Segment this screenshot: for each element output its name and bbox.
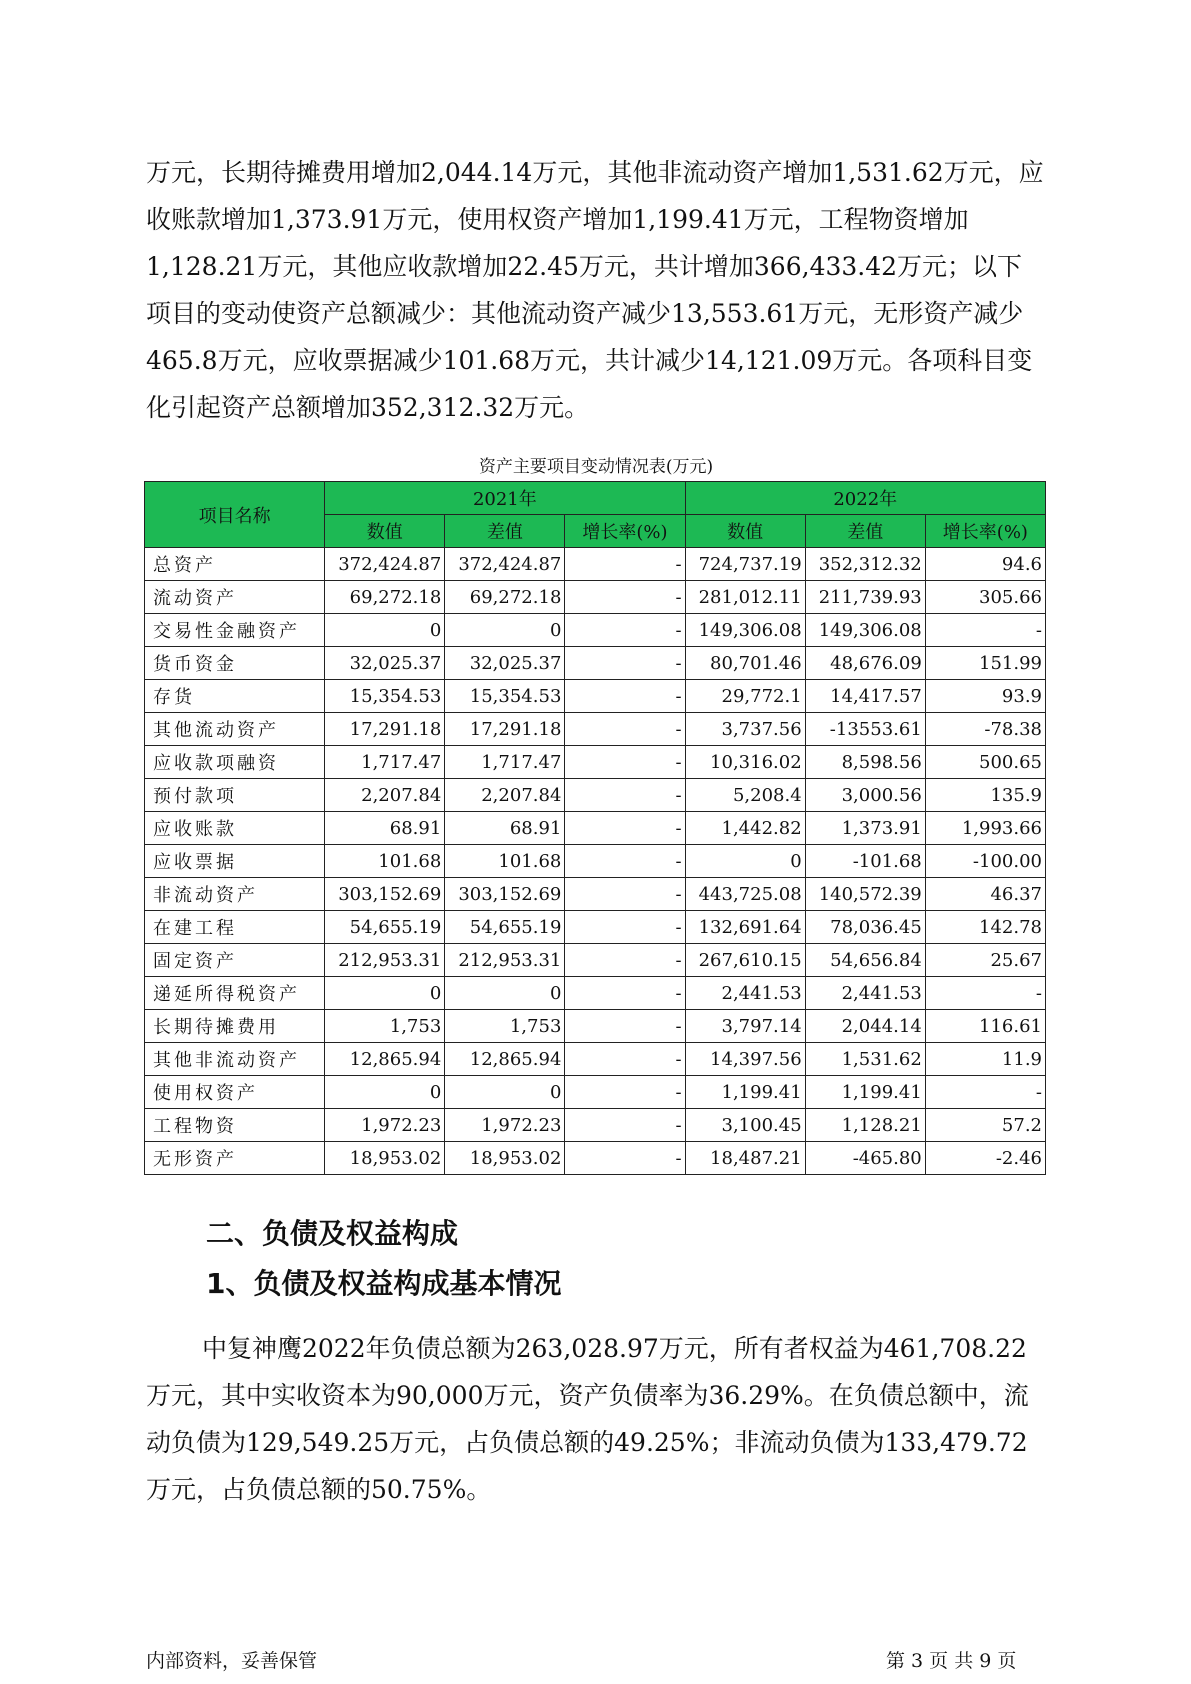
cell-growth-2022: 57.2 [925, 1109, 1045, 1142]
cell-value-2022: 1,199.41 [685, 1076, 805, 1109]
cell-value-2022: 3,737.56 [685, 713, 805, 746]
header-diff-2022: 差值 [805, 515, 925, 548]
cell-growth-2022: 116.61 [925, 1010, 1045, 1043]
cell-value-2021: 0 [325, 1076, 445, 1109]
body-paragraph-assets: 万元，长期待摊费用增加2,044.14万元，其他非流动资产增加1,531.62万元，应收账款增加1,373.91万元，使用权资产增加1,199.41万元，工程物资增加1,128.21万元，其他应收款增加22.45万元，共计增加366,433.42万元；以下项目的变动使资产总额减少：其他流动资产减少13,553.61万元，无形资产减少465.8万元，应收票据减少101.68万元，共计减少14,121.09万元。各项科目变化引起资产总额增加352,312.32万元。 [146, 158, 1044, 422]
cell-diff-2022: -101.68 [805, 845, 925, 878]
table-row [145, 548, 1046, 581]
cell-value-2021: 12,865.94 [325, 1043, 445, 1076]
header-growth-2022: 增长率(%) [925, 515, 1045, 548]
cell-diff-2021: 2,207.84 [445, 779, 565, 812]
cell-value-2021: 1,717.47 [325, 746, 445, 779]
cell-diff-2021: 101.68 [445, 845, 565, 878]
cell-diff-2022: -13553.61 [805, 713, 925, 746]
cell-item-name: 非流动资产 [145, 878, 325, 911]
cell-diff-2022: 1,373.91 [805, 812, 925, 845]
cell-value-2022: 724,737.19 [685, 548, 805, 581]
table-row [145, 614, 1046, 647]
cell-diff-2022: 8,598.56 [805, 746, 925, 779]
cell-diff-2022: 1,199.41 [805, 1076, 925, 1109]
cell-value-2021: 32,025.37 [325, 647, 445, 680]
cell-growth-2022: 46.37 [925, 878, 1045, 911]
cell-growth-2021: - [565, 878, 685, 911]
table-row [145, 1076, 1046, 1109]
cell-growth-2022: 151.99 [925, 647, 1045, 680]
cell-item-name: 无形资产 [145, 1142, 325, 1175]
table-caption: 资产主要项目变动情况表(万元) [478, 457, 714, 477]
cell-diff-2021: 303,152.69 [445, 878, 565, 911]
table-row [145, 1043, 1046, 1076]
cell-growth-2021: - [565, 977, 685, 1010]
cell-growth-2021: - [565, 713, 685, 746]
cell-diff-2022: 78,036.45 [805, 911, 925, 944]
cell-growth-2022: - [925, 977, 1045, 1010]
table-row [145, 977, 1046, 1010]
cell-growth-2022: 94.6 [925, 548, 1045, 581]
cell-value-2021: 212,953.31 [325, 944, 445, 977]
cell-diff-2022: 3,000.56 [805, 779, 925, 812]
cell-diff-2021: 0 [445, 1076, 565, 1109]
cell-growth-2021: - [565, 812, 685, 845]
cell-diff-2021: 1,717.47 [445, 746, 565, 779]
asset-change-table [144, 481, 1046, 1175]
cell-item-name: 使用权资产 [145, 1076, 325, 1109]
cell-value-2021: 2,207.84 [325, 779, 445, 812]
table-row [145, 845, 1046, 878]
cell-value-2021: 372,424.87 [325, 548, 445, 581]
cell-diff-2021: 15,354.53 [445, 680, 565, 713]
cell-item-name: 交易性金融资产 [145, 614, 325, 647]
cell-diff-2022: 352,312.32 [805, 548, 925, 581]
cell-item-name: 其他非流动资产 [145, 1043, 325, 1076]
cell-value-2022: 80,701.46 [685, 647, 805, 680]
cell-growth-2022: 500.65 [925, 746, 1045, 779]
cell-diff-2021: 17,291.18 [445, 713, 565, 746]
cell-value-2022: 0 [685, 845, 805, 878]
cell-diff-2022: -465.80 [805, 1142, 925, 1175]
table-row [145, 1010, 1046, 1043]
cell-growth-2021: - [565, 1010, 685, 1043]
footer-confidential-note: 内部资料，妥善保管 [146, 1650, 318, 1672]
cell-value-2022: 2,441.53 [685, 977, 805, 1010]
header-year-2022: 2022年 [685, 482, 1045, 515]
header-growth-2021: 增长率(%) [565, 515, 685, 548]
cell-growth-2021: - [565, 1043, 685, 1076]
cell-value-2021: 1,972.23 [325, 1109, 445, 1142]
cell-diff-2022: 48,676.09 [805, 647, 925, 680]
cell-item-name: 长期待摊费用 [145, 1010, 325, 1043]
cell-growth-2022: - [925, 1076, 1045, 1109]
cell-item-name: 总资产 [145, 548, 325, 581]
cell-item-name: 其他流动资产 [145, 713, 325, 746]
cell-value-2021: 68.91 [325, 812, 445, 845]
cell-value-2022: 132,691.64 [685, 911, 805, 944]
body-paragraph-liabilities: 中复神鹰2022年负债总额为263,028.97万元，所有者权益为461,708.22万元，其中实收资本为90,000万元，资产负债率为36.29%。在负债总额中，流动负债为129,549.25万元，占负债总额的49.25%；非流动负债为133,479.72万元，占负债总额的50.75%。 [146, 1334, 1029, 1504]
cell-diff-2022: 2,044.14 [805, 1010, 925, 1043]
table-row [145, 1109, 1046, 1142]
cell-growth-2022: -2.46 [925, 1142, 1045, 1175]
cell-diff-2021: 212,953.31 [445, 944, 565, 977]
cell-diff-2021: 372,424.87 [445, 548, 565, 581]
cell-growth-2022: 25.67 [925, 944, 1045, 977]
cell-diff-2022: 54,656.84 [805, 944, 925, 977]
cell-diff-2022: 140,572.39 [805, 878, 925, 911]
cell-value-2021: 54,655.19 [325, 911, 445, 944]
table-row [145, 812, 1046, 845]
table-row [145, 647, 1046, 680]
cell-diff-2021: 1,972.23 [445, 1109, 565, 1142]
cell-value-2021: 101.68 [325, 845, 445, 878]
cell-growth-2022: 93.9 [925, 680, 1045, 713]
cell-value-2022: 10,316.02 [685, 746, 805, 779]
header-value-2022: 数值 [685, 515, 805, 548]
cell-value-2022: 267,610.15 [685, 944, 805, 977]
cell-value-2022: 3,797.14 [685, 1010, 805, 1043]
header-year-2021: 2021年 [325, 482, 685, 515]
cell-item-name: 货币资金 [145, 647, 325, 680]
cell-diff-2021: 0 [445, 977, 565, 1010]
cell-growth-2021: - [565, 845, 685, 878]
cell-diff-2022: 1,531.62 [805, 1043, 925, 1076]
table-body [145, 548, 1046, 1175]
cell-value-2022: 3,100.45 [685, 1109, 805, 1142]
cell-growth-2022: 305.66 [925, 581, 1045, 614]
cell-growth-2021: - [565, 746, 685, 779]
section-heading: 二、负债及权益构成 [206, 1217, 459, 1250]
cell-growth-2021: - [565, 1109, 685, 1142]
table-row [145, 1142, 1046, 1175]
cell-item-name: 预付款项 [145, 779, 325, 812]
cell-value-2022: 18,487.21 [685, 1142, 805, 1175]
table-row [145, 911, 1046, 944]
cell-diff-2022: 2,441.53 [805, 977, 925, 1010]
cell-growth-2021: - [565, 581, 685, 614]
cell-growth-2021: - [565, 944, 685, 977]
subsection-heading: 1、负债及权益构成基本情况 [206, 1267, 562, 1300]
cell-item-name: 流动资产 [145, 581, 325, 614]
cell-growth-2021: - [565, 548, 685, 581]
table-row [145, 944, 1046, 977]
cell-item-name: 应收账款 [145, 812, 325, 845]
cell-item-name: 递延所得税资产 [145, 977, 325, 1010]
cell-diff-2021: 32,025.37 [445, 647, 565, 680]
cell-value-2022: 14,397.56 [685, 1043, 805, 1076]
table-row [145, 746, 1046, 779]
cell-value-2021: 69,272.18 [325, 581, 445, 614]
cell-growth-2021: - [565, 911, 685, 944]
header-diff-2021: 差值 [445, 515, 565, 548]
cell-growth-2021: - [565, 1142, 685, 1175]
cell-diff-2022: 14,417.57 [805, 680, 925, 713]
cell-value-2021: 0 [325, 614, 445, 647]
table-row [145, 878, 1046, 911]
cell-growth-2022: - [925, 614, 1045, 647]
cell-growth-2021: - [565, 614, 685, 647]
footer-page-number: 第 3 页 共 9 页 [886, 1650, 1017, 1672]
cell-growth-2022: 1,993.66 [925, 812, 1045, 845]
cell-diff-2021: 54,655.19 [445, 911, 565, 944]
header-value-2021: 数值 [325, 515, 445, 548]
cell-value-2021: 17,291.18 [325, 713, 445, 746]
cell-item-name: 固定资产 [145, 944, 325, 977]
table-row [145, 680, 1046, 713]
cell-growth-2021: - [565, 680, 685, 713]
cell-diff-2021: 1,753 [445, 1010, 565, 1043]
cell-growth-2022: -100.00 [925, 845, 1045, 878]
cell-diff-2022: 149,306.08 [805, 614, 925, 647]
cell-value-2022: 149,306.08 [685, 614, 805, 647]
cell-item-name: 存货 [145, 680, 325, 713]
cell-growth-2022: 135.9 [925, 779, 1045, 812]
cell-growth-2021: - [565, 779, 685, 812]
cell-diff-2021: 18,953.02 [445, 1142, 565, 1175]
table-row [145, 581, 1046, 614]
cell-diff-2021: 69,272.18 [445, 581, 565, 614]
cell-item-name: 在建工程 [145, 911, 325, 944]
cell-value-2022: 1,442.82 [685, 812, 805, 845]
cell-growth-2022: 142.78 [925, 911, 1045, 944]
cell-value-2022: 29,772.1 [685, 680, 805, 713]
cell-value-2021: 0 [325, 977, 445, 1010]
cell-growth-2021: - [565, 647, 685, 680]
cell-value-2022: 281,012.11 [685, 581, 805, 614]
table-row [145, 713, 1046, 746]
cell-diff-2022: 211,739.93 [805, 581, 925, 614]
cell-growth-2021: - [565, 1076, 685, 1109]
cell-growth-2022: 11.9 [925, 1043, 1045, 1076]
cell-diff-2021: 12,865.94 [445, 1043, 565, 1076]
cell-item-name: 工程物资 [145, 1109, 325, 1142]
cell-value-2021: 303,152.69 [325, 878, 445, 911]
table-row [145, 779, 1046, 812]
cell-value-2021: 1,753 [325, 1010, 445, 1043]
cell-item-name: 应收票据 [145, 845, 325, 878]
cell-value-2021: 18,953.02 [325, 1142, 445, 1175]
cell-diff-2021: 68.91 [445, 812, 565, 845]
cell-growth-2022: -78.38 [925, 713, 1045, 746]
cell-diff-2021: 0 [445, 614, 565, 647]
cell-item-name: 应收款项融资 [145, 746, 325, 779]
cell-value-2021: 15,354.53 [325, 680, 445, 713]
cell-diff-2022: 1,128.21 [805, 1109, 925, 1142]
header-item-name: 项目名称 [145, 482, 325, 548]
cell-value-2022: 5,208.4 [685, 779, 805, 812]
cell-value-2022: 443,725.08 [685, 878, 805, 911]
